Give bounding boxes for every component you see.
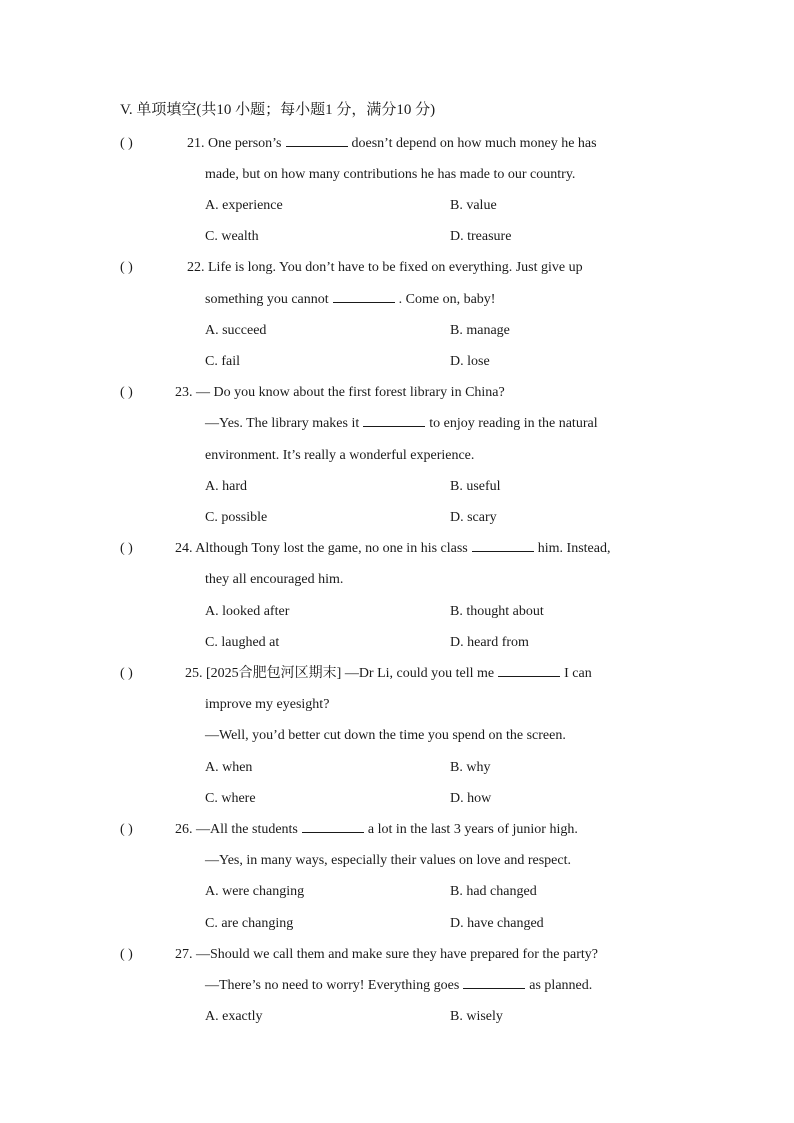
option-a: A. when bbox=[205, 760, 253, 775]
question-number: 27. bbox=[175, 947, 193, 962]
stem-text: they all encouraged him. bbox=[205, 572, 344, 587]
option-d: D. heard from bbox=[450, 635, 529, 650]
question-stem-line bbox=[175, 945, 598, 965]
question-stem-line bbox=[205, 414, 598, 434]
option-c: C. possible bbox=[205, 510, 268, 525]
option-a: A. exactly bbox=[205, 1009, 263, 1024]
option-c: C. laughed at bbox=[205, 635, 280, 650]
question-number: 24. bbox=[175, 541, 193, 556]
answer-blank[interactable] bbox=[333, 290, 395, 303]
stem-text: improve my eyesight? bbox=[205, 697, 330, 712]
option-b: B. wisely bbox=[450, 1009, 503, 1024]
option-c: C. fail bbox=[205, 354, 240, 369]
answer-blank[interactable] bbox=[463, 976, 525, 989]
stem-text: — Do you know about the first forest library in China? bbox=[196, 385, 505, 400]
option-d: D. have changed bbox=[450, 916, 544, 931]
stem-text: something you cannot bbox=[205, 292, 329, 307]
option-a: A. succeed bbox=[205, 323, 267, 338]
option-b: B. thought about bbox=[450, 604, 544, 619]
stem-text: —Should we call them and make sure they have prepared for the party? bbox=[196, 947, 598, 962]
question-stem-line bbox=[187, 258, 583, 278]
stem-text: made, but on how many contributions he has made to our country. bbox=[205, 167, 576, 182]
stem-text: One person’s bbox=[208, 136, 282, 151]
option-a: A. experience bbox=[205, 198, 283, 213]
stem-text: as planned. bbox=[529, 978, 593, 993]
section-title: V. 单项填空(共10 小题；每小题1 分，满分10 分) bbox=[120, 102, 436, 118]
stem-text: Life is long. You don’t have to be fixed on everything. Just give up bbox=[208, 260, 583, 275]
option-b: B. had changed bbox=[450, 884, 537, 899]
answer-blank[interactable] bbox=[286, 134, 348, 147]
question-number: 26. bbox=[175, 822, 193, 837]
question-stem-line bbox=[175, 820, 578, 840]
answer-blank[interactable] bbox=[472, 539, 534, 552]
option-b: B. value bbox=[450, 198, 497, 213]
option-d: D. scary bbox=[450, 510, 497, 525]
answer-paren[interactable]: ( ) bbox=[120, 541, 133, 556]
answer-paren[interactable]: ( ) bbox=[120, 260, 133, 275]
answer-paren[interactable]: ( ) bbox=[120, 947, 133, 962]
question-stem-line bbox=[187, 134, 673, 154]
stem-text: Although Tony lost the game, no one in his class bbox=[195, 541, 468, 556]
stem-text: . Come on, baby! bbox=[398, 292, 496, 307]
option-c: C. where bbox=[205, 791, 256, 806]
answer-paren[interactable]: ( ) bbox=[120, 385, 133, 400]
option-b: B. why bbox=[450, 760, 491, 775]
stem-text: [2025合肥包河区期末] —Dr Li, could you tell me bbox=[206, 666, 495, 681]
question-number: 25. bbox=[185, 666, 203, 681]
stem-text: to enjoy reading in the natural bbox=[429, 416, 598, 431]
question-number: 22. bbox=[187, 260, 205, 275]
option-a: A. were changing bbox=[205, 884, 305, 899]
option-c: C. are changing bbox=[205, 916, 294, 931]
answer-paren[interactable]: ( ) bbox=[120, 136, 133, 151]
question-stem-line bbox=[175, 539, 610, 559]
stem-text: —Yes, in many ways, especially their values on love and respect. bbox=[205, 853, 571, 868]
option-b: B. manage bbox=[450, 323, 510, 338]
stem-text: —Yes. The library makes it bbox=[205, 416, 360, 431]
stem-text: a lot in the last 3 years of junior high. bbox=[367, 822, 578, 837]
stem-text: doesn’t depend on how much money he has bbox=[351, 136, 597, 151]
stem-text: him. Instead, bbox=[537, 541, 611, 556]
answer-blank[interactable] bbox=[363, 414, 425, 427]
stem-text: —There’s no need to worry! Everything goes bbox=[205, 978, 460, 993]
answer-blank[interactable] bbox=[498, 664, 560, 677]
option-d: D. how bbox=[450, 791, 492, 806]
stem-text: environment. It’s really a wonderful experience. bbox=[205, 448, 475, 463]
option-c: C. wealth bbox=[205, 229, 259, 244]
stem-text: —All the students bbox=[196, 822, 298, 837]
question-stem-line bbox=[205, 976, 592, 996]
answer-blank[interactable] bbox=[302, 820, 364, 833]
question-stem-line bbox=[175, 383, 505, 403]
question-number: 21. bbox=[187, 136, 205, 151]
option-d: D. treasure bbox=[450, 229, 512, 244]
option-a: A. looked after bbox=[205, 604, 290, 619]
question-stem-line bbox=[205, 290, 495, 310]
option-d: D. lose bbox=[450, 354, 490, 369]
option-b: B. useful bbox=[450, 479, 501, 494]
option-a: A. hard bbox=[205, 479, 247, 494]
stem-text: —Well, you’d better cut down the time you spend on the screen. bbox=[205, 728, 566, 743]
stem-text: I can bbox=[564, 666, 592, 681]
answer-paren[interactable]: ( ) bbox=[120, 822, 133, 837]
question-stem-line bbox=[185, 664, 592, 684]
answer-paren[interactable]: ( ) bbox=[120, 666, 133, 681]
question-number: 23. bbox=[175, 385, 193, 400]
